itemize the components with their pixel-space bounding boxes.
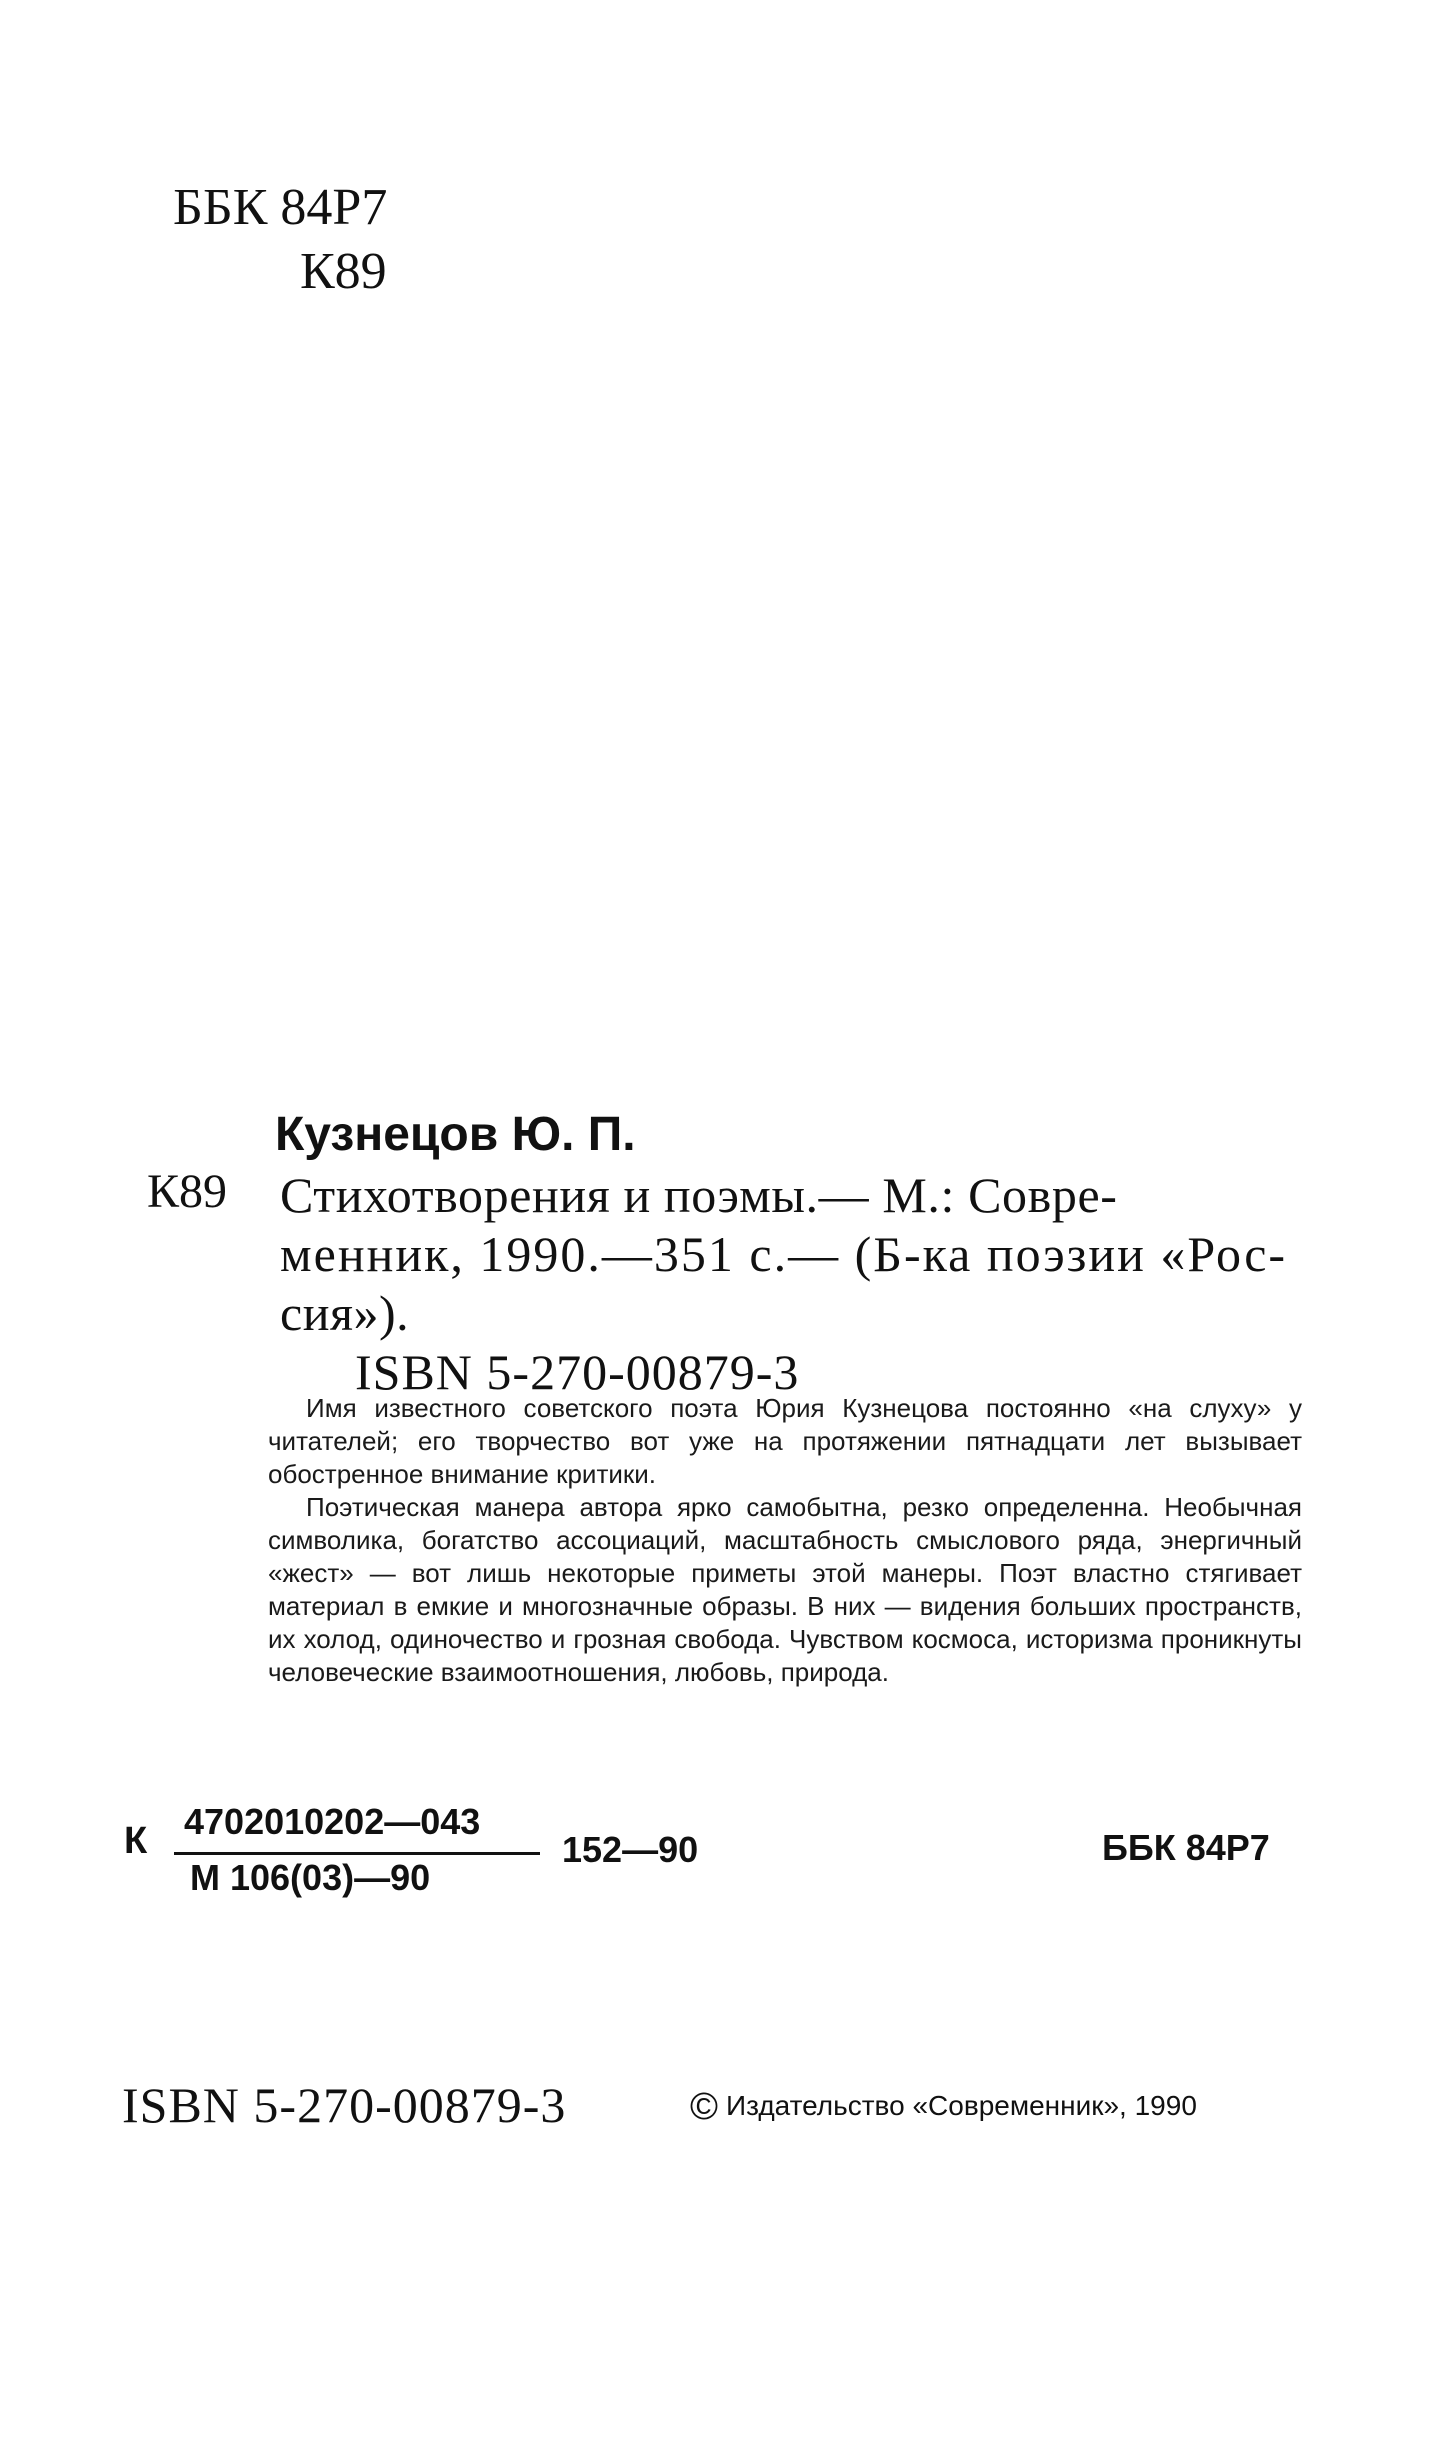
- card-author: Кузнецов Ю. П.: [275, 1108, 636, 1161]
- index-code-numerator: 4702010202—043: [184, 1801, 481, 1842]
- card-description: [280, 1166, 1300, 1402]
- annotation-paragraph-1: Имя известного советского поэта Юрия Кузнецова постоянно «на слуху» у читателей; его творчество вот уже на протяжении пятнадцати лет вызывает обостренное внимание критики.: [268, 1393, 1302, 1489]
- annotation-paragraph-2: Поэтическая манера автора ярко самобытна, резко определенна. Необычная символика, богатство ассоциаций, масштабность смыслового ряда, энергичный «жест» — вот лишь некоторые приметы этой манеры. Поэт властно стягивает материал в емкие и многозначные образы. В них — видения больших пространств, их холод, одиночество и грозная свобода. Чувством космоса, историзма проникнуты человеческие взаимоотношения, любовь, природа.: [268, 1492, 1302, 1687]
- index-code-denominator: М 106(03)—90: [190, 1857, 431, 1898]
- top-classification: ББК 84Р7: [173, 179, 388, 236]
- description-line-3: сия»).: [280, 1285, 410, 1341]
- card-annotation: [268, 1392, 1302, 1689]
- index-code-suffix: 152—90: [562, 1829, 699, 1870]
- copyright-text: Издательство «Современник», 1990: [726, 2090, 1197, 2121]
- index-code-fraction-line: [174, 1852, 540, 1855]
- index-code-letter: К: [124, 1820, 148, 1862]
- bottom-isbn: ISBN 5-270-00879-3: [122, 2077, 567, 2133]
- top-author-code: К89: [300, 243, 387, 300]
- copyright-notice: [690, 2086, 1197, 2127]
- description-line-1: Стихотворения и поэмы.— М.: Совре-: [280, 1167, 1118, 1223]
- card-author-code: К89: [147, 1165, 228, 1218]
- description-line-2: менник, 1990.—351 с.— (Б-ка поэзии «Рос-: [280, 1226, 1288, 1282]
- copyright-icon: ©: [690, 2086, 718, 2128]
- card-isbn: ISBN 5-270-00879-3: [355, 1344, 800, 1400]
- index-code-bbk: ББК 84Р7: [1102, 1827, 1270, 1868]
